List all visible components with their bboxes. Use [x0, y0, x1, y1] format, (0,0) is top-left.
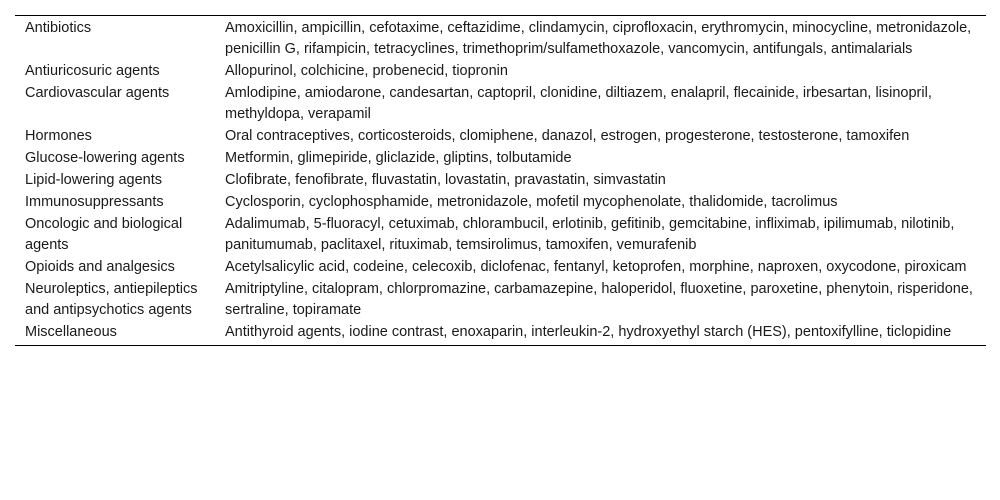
table-row	[15, 321, 986, 346]
drug-class-table	[15, 15, 986, 346]
table-row	[15, 278, 986, 321]
drugs-cell: Acetylsalicylic acid, codeine, celecoxib, diclofenac, fentanyl, ketoprofen, morphine, naproxen, oxycodone, piroxicam	[225, 259, 967, 275]
table-row	[15, 213, 986, 256]
drugs-cell: Metformin, glimepiride, gliclazide, gliptins, tolbutamide	[225, 150, 572, 166]
table-row	[15, 169, 986, 191]
category-cell: Cardiovascular agents	[25, 85, 170, 101]
table-row	[15, 125, 986, 147]
category-cell: Opioids and analgesics	[25, 259, 175, 275]
category-cell: Glucose-lowering agents	[25, 150, 185, 166]
drugs-cell: Clofibrate, fenofibrate, fluvastatin, lovastatin, pravastatin, simvastatin	[225, 172, 666, 188]
category-cell: Neuroleptics, antiepileptics and antipsychotics agents	[25, 281, 198, 318]
table-row	[15, 16, 986, 61]
drugs-cell: Adalimumab, 5-fluoracyl, cetuximab, chlorambucil, erlotinib, gefitinib, gemcitabine, infliximab, ipilimumab, nilotinib, panitumumab, paclitaxel, rituximab, temsirolimus, tamoxifen, vemurafenib	[225, 216, 955, 253]
category-cell: Hormones	[25, 128, 92, 144]
table-row	[15, 82, 986, 125]
category-cell: Antibiotics	[25, 20, 92, 36]
table-row	[15, 256, 986, 278]
drugs-cell: Allopurinol, colchicine, probenecid, tiopronin	[225, 63, 508, 79]
drugs-cell: Cyclosporin, cyclophosphamide, metronidazole, mofetil mycophenolate, thalidomide, tacrolimus	[225, 194, 838, 210]
category-cell: Antiuricosuric agents	[25, 63, 160, 79]
category-cell: Miscellaneous	[25, 324, 117, 340]
drugs-cell: Oral contraceptives, corticosteroids, clomiphene, danazol, estrogen, progesterone, testosterone, tamoxifen	[225, 128, 910, 144]
table-row	[15, 60, 986, 82]
drugs-cell: Amitriptyline, citalopram, chlorpromazine, carbamazepine, haloperidol, fluoxetine, paroxetine, phenytoin, risperidone, sertraline, topiramate	[225, 281, 973, 318]
table-row	[15, 191, 986, 213]
drugs-cell: Antithyroid agents, iodine contrast, enoxaparin, interleukin-2, hydroxyethyl starch (HES), pentoxifylline, ticlopidine	[225, 324, 952, 340]
drugs-cell: Amoxicillin, ampicillin, cefotaxime, ceftazidime, clindamycin, ciprofloxacin, erythromycin, minocycline, metronidazole, penicillin G, rifampicin, tetracyclines, trimethoprim/sulfamethoxazole, vancomycin, antifungals, antimalarials	[225, 20, 972, 57]
drugs-cell: Amlodipine, amiodarone, candesartan, captopril, clonidine, diltiazem, enalapril, flecainide, irbesartan, lisinopril, methyldopa, verapamil	[225, 85, 932, 122]
category-cell: Oncologic and biological agents	[25, 216, 183, 253]
category-cell: Lipid-lowering agents	[25, 172, 163, 188]
table-row	[15, 147, 986, 169]
drug-class-table-container	[15, 15, 986, 346]
category-cell: Immunosuppressants	[25, 194, 164, 210]
